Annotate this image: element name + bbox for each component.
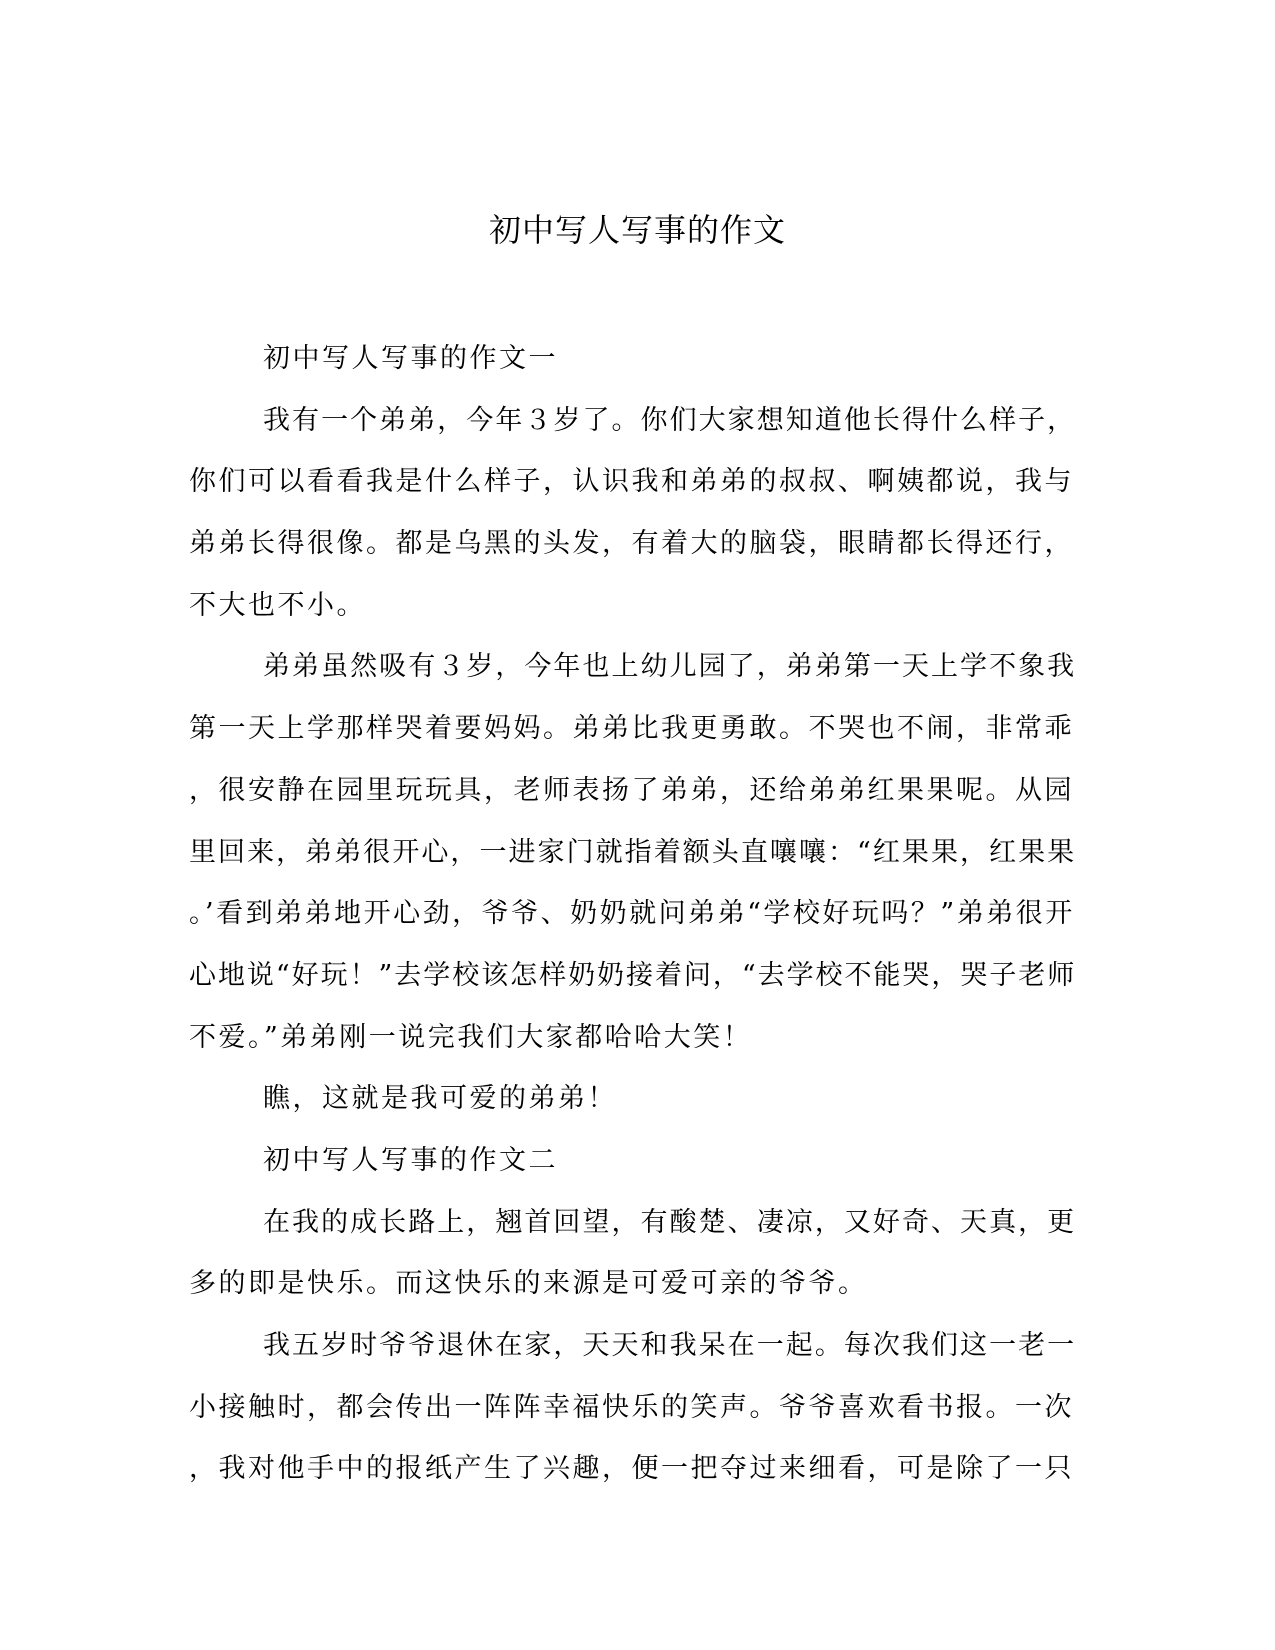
text-line: 我有一个弟弟，今年３岁了。你们大家想知道他长得什么样子， [263,404,1077,436]
text-line: 弟弟长得很像。都是乌黑的头发，有着大的脑袋，眼睛都长得还行， [189,528,1074,560]
text-line: 小接触时，都会传出一阵阵幸福快乐的笑声。爷爷喜欢看书报。一次 [189,1391,1074,1423]
text-line: 初中写人写事的作文二 [263,1144,558,1176]
document-body [189,328,1079,1500]
text-line: 弟弟虽然吸有３岁，今年也上幼儿园了，弟弟第一天上学不象我 [263,651,1077,683]
text-line: 里回来，弟弟很开心，一进家门就指着额头直嚷嚷：“红果果，红果果 [189,836,1077,868]
text-line: 。’看到弟弟地开心劲，爷爷、奶奶就问弟弟“学校好玩吗？”弟弟很开 [189,898,1075,930]
text-line: 你们可以看看我是什么样子，认识我和弟弟的叔叔、啊姨都说，我与 [189,466,1074,498]
text-line: 多的即是快乐。而这快乐的来源是可爱可亲的爷爷。 [189,1268,868,1300]
text-line: 第一天上学那样哭着要妈妈。弟弟比我更勇敢。不哭也不闹，非常乖 [189,713,1074,745]
text-line: 心地说“好玩！”去学校该怎样奶奶接着问，“去学校不能哭，哭子老师 [189,959,1077,991]
text-line: ，很安静在园里玩玩具，老师表扬了弟弟，还给弟弟红果果呢。从园 [189,774,1074,806]
text-line: 不大也不小。 [189,589,366,621]
text-line: 瞧，这就是我可爱的弟弟！ [263,1083,617,1115]
text-line: 初中写人写事的作文一 [263,343,558,374]
document-title: 初中写人写事的作文 [488,211,786,249]
text-line: 不爱。”弟弟刚一说完我们大家都哈哈大笑！ [189,1021,753,1053]
text-line: ，我对他手中的报纸产生了兴趣，便一把夺过来细看，可是除了一只 [189,1453,1074,1485]
text-line: 我五岁时爷爷退休在家，天天和我呆在一起。每次我们这一老一 [263,1330,1077,1361]
text-line: 在我的成长路上，翘首回望，有酸楚、凄凉，又好奇、天真，更 [263,1206,1077,1238]
